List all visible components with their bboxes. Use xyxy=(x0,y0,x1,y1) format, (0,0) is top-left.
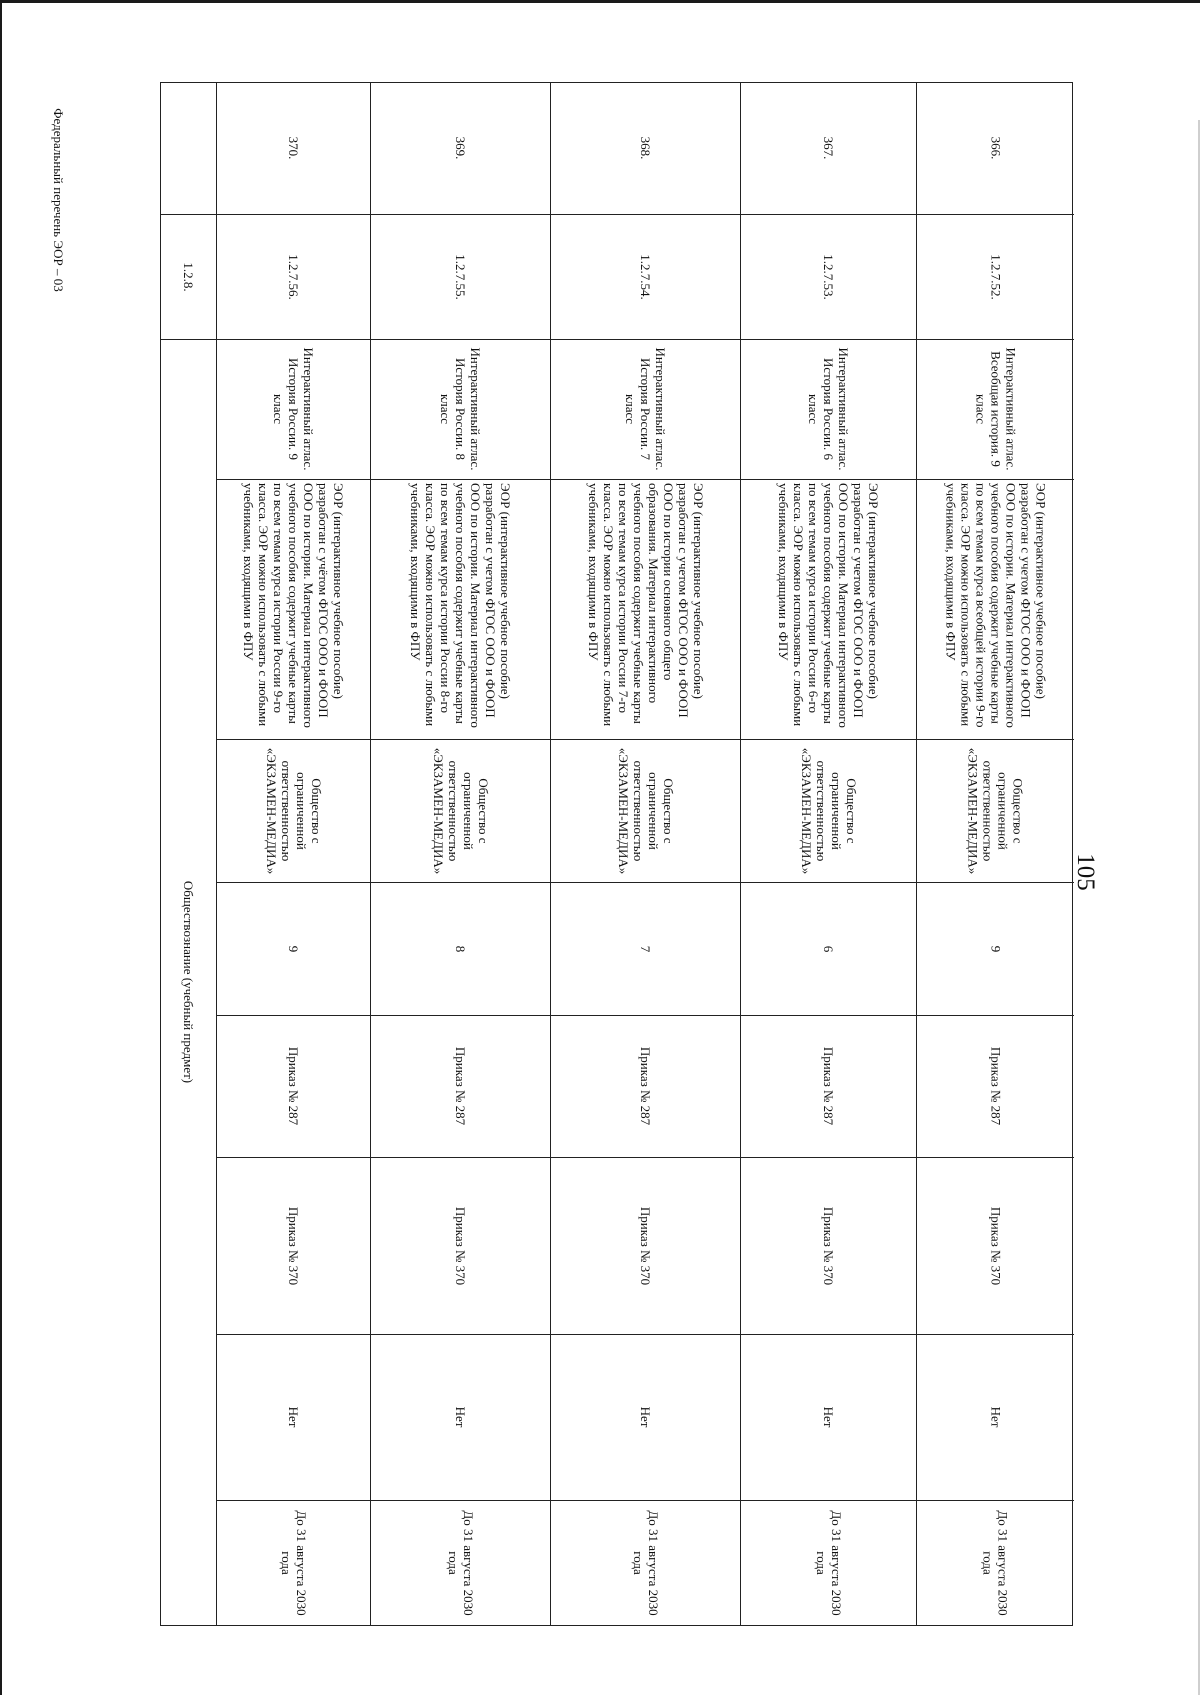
section-code-text: 1.2.8. xyxy=(181,261,197,292)
row-name-text: Интерактивный атлас. Всеобщая история. 9 класс xyxy=(973,347,1018,471)
row-code xyxy=(221,218,367,335)
row-flag xyxy=(555,1338,737,1496)
row-description xyxy=(555,483,737,735)
row-grade xyxy=(555,886,737,1011)
row-deadline-cell xyxy=(217,1500,371,1625)
row-order-287-cell xyxy=(917,1015,1074,1157)
table-row xyxy=(740,82,916,1625)
document-table xyxy=(160,82,1073,1625)
row-order-370-cell xyxy=(217,1157,371,1334)
row-name xyxy=(375,343,547,475)
row-description-cell xyxy=(371,479,551,739)
row-number-cell xyxy=(371,82,551,214)
section-number xyxy=(165,86,213,210)
row-code-text: 1.2.7.56. xyxy=(286,253,302,300)
row-deadline-cell xyxy=(551,1500,741,1625)
row-grade-cell xyxy=(371,882,551,1015)
row-description-cell xyxy=(217,479,371,739)
row-flag xyxy=(221,1338,367,1496)
row-organization xyxy=(221,743,367,878)
row-number-cell xyxy=(551,82,741,214)
row-number-cell xyxy=(741,82,917,214)
row-number xyxy=(745,86,913,210)
scan-edge-left xyxy=(0,0,2,1695)
row-organization-text: Общество с ограниченной ответственностью «ЭКЗАМЕН-МЕДИА» xyxy=(799,747,859,874)
row-order-287-text: Приказ № 287 xyxy=(638,1046,654,1126)
row-grade-text: 9 xyxy=(286,945,302,952)
row-order-370 xyxy=(745,1161,913,1330)
row-order-287 xyxy=(221,1019,367,1153)
row-number-text: 369. xyxy=(453,136,469,160)
row-grade-cell xyxy=(917,882,1074,1015)
row-deadline xyxy=(221,1504,367,1621)
row-deadline xyxy=(921,1504,1070,1621)
row-code-text: 1.2.7.55. xyxy=(453,253,469,300)
row-order-287-text: Приказ № 287 xyxy=(453,1046,469,1126)
row-description-text: ЭОР (интерактивное учебное пособие) разработан с учетом ФГОС ООО и ФООП ООО по истории основного общего образования. Материал интерактивного учебного пособия содержит учебные карты по всем темам курса истории России 7-го класса. ЭОР можно использовать с любыми учебниками, входящими в ФПУ xyxy=(586,483,706,727)
row-name-cell xyxy=(917,339,1074,479)
row-number-cell xyxy=(917,82,1074,214)
row-number-text: 368. xyxy=(638,136,654,160)
row-description xyxy=(375,483,547,735)
row-order-370 xyxy=(921,1161,1070,1330)
row-name-cell xyxy=(217,339,371,479)
row-description-cell xyxy=(551,479,741,739)
row-order-370 xyxy=(555,1161,737,1330)
row-flag-text: Нет xyxy=(453,1406,469,1428)
row-organization-cell xyxy=(371,739,551,882)
row-flag-text: Нет xyxy=(286,1406,302,1428)
row-flag-cell xyxy=(217,1334,371,1500)
row-flag-text: Нет xyxy=(638,1406,654,1428)
row-code xyxy=(555,218,737,335)
row-name xyxy=(555,343,737,475)
row-order-370-text: Приказ № 370 xyxy=(988,1206,1003,1285)
row-order-287 xyxy=(375,1019,547,1153)
row-deadline xyxy=(375,1504,547,1621)
row-number-text: 370. xyxy=(286,136,302,160)
row-description xyxy=(921,483,1070,735)
row-deadline-text: До 31 августа 2030 года xyxy=(814,1509,844,1616)
row-deadline-cell xyxy=(741,1500,917,1625)
row-organization-text: Общество с ограниченной ответственностью «ЭКЗАМЕН-МЕДИА» xyxy=(616,747,676,874)
row-order-287-cell xyxy=(551,1015,741,1157)
row-order-370-cell xyxy=(371,1157,551,1334)
row-description-text: ЭОР (интерактивное учебное пособие) разработан с учетом ФГОС ООО и ФООП ООО по истории. Материал интерактивного учебного пособия содержит учебные карты по всем темам курса всеобщей истории 9-го класса. ЭОР можно использовать с любыми учебниками, входящими в ФПУ xyxy=(943,483,1048,728)
row-order-287-text: Приказ № 287 xyxy=(988,1046,1003,1126)
row-grade-text: 6 xyxy=(821,945,837,952)
row-flag xyxy=(921,1338,1070,1496)
row-description-text: ЭОР (интерактивное учебное пособие) разработан с учётом ФГОС ООО и ФООП ООО по истории. Материал интерактивного учебного пособия содержит учебные карты по всем темам курса истории России 9-го класса. ЭОР можно использовать с любыми учебниками, входящими в ФПУ xyxy=(241,483,347,728)
row-organization-text: Общество с ограниченной ответственностью «ЭКЗАМЕН-МЕДИА» xyxy=(965,747,1026,874)
row-number-text: 366. xyxy=(988,136,1003,160)
row-code-cell xyxy=(217,214,371,339)
section-row xyxy=(160,82,216,1625)
row-grade-cell xyxy=(217,882,371,1015)
row-grade-text: 8 xyxy=(453,945,469,952)
row-flag-cell xyxy=(741,1334,917,1500)
row-name-text: Интерактивный атлас. История России. 9 класс xyxy=(271,347,317,471)
row-deadline xyxy=(745,1504,913,1621)
row-deadline-text: До 31 августа 2030 года xyxy=(279,1509,309,1616)
row-name-text: Интерактивный атлас. История России. 7 класс xyxy=(623,347,669,471)
row-order-370-text: Приказ № 370 xyxy=(821,1206,837,1285)
row-number xyxy=(221,86,367,210)
table-row xyxy=(916,82,1073,1625)
row-organization xyxy=(921,743,1070,878)
row-organization xyxy=(555,743,737,878)
row-name-cell xyxy=(741,339,917,479)
row-organization-cell xyxy=(551,739,741,882)
row-description-text: ЭОР (интерактивное учебное пособие) разработан с учетом ФГОС ООО и ФООП ООО по истории. Материал интерактивного учебного пособия содержит учебные карты по всем темам курса истории России 6-го класса. ЭОР можно использовать с любыми учебниками, входящими в ФПУ xyxy=(776,483,882,728)
row-code-text: 1.2.7.53. xyxy=(821,253,837,300)
row-code-cell xyxy=(371,214,551,339)
table-row xyxy=(216,82,370,1625)
row-organization-cell xyxy=(917,739,1074,882)
row-description-cell xyxy=(741,479,917,739)
section-title-cell xyxy=(161,339,217,1625)
row-grade-cell xyxy=(741,882,917,1015)
row-organization xyxy=(375,743,547,878)
row-name xyxy=(921,343,1070,475)
row-deadline-cell xyxy=(371,1500,551,1625)
row-order-287 xyxy=(921,1019,1070,1153)
section-number-cell xyxy=(161,82,217,214)
row-name-cell xyxy=(551,339,741,479)
row-description-cell xyxy=(917,479,1074,739)
row-grade xyxy=(745,886,913,1011)
section-code xyxy=(165,218,213,335)
row-code-text: 1.2.7.54. xyxy=(638,253,654,300)
row-order-370 xyxy=(375,1161,547,1330)
footer-note: Федеральный перечень ЭОР – 03 xyxy=(51,108,66,292)
row-organization-cell xyxy=(217,739,371,882)
row-description xyxy=(745,483,913,735)
row-deadline-text: До 31 августа 2030 года xyxy=(446,1509,476,1616)
row-number-cell xyxy=(217,82,371,214)
row-name xyxy=(221,343,367,475)
row-order-287-cell xyxy=(217,1015,371,1157)
row-code xyxy=(921,218,1070,335)
section-title xyxy=(165,343,213,1621)
row-code-text: 1.2.7.52. xyxy=(988,253,1003,300)
table-row xyxy=(370,82,550,1625)
row-order-370-text: Приказ № 370 xyxy=(286,1206,302,1285)
row-order-287-text: Приказ № 287 xyxy=(821,1046,837,1126)
row-name xyxy=(745,343,913,475)
row-order-287-text: Приказ № 287 xyxy=(286,1046,302,1126)
row-code xyxy=(375,218,547,335)
row-flag-cell xyxy=(551,1334,741,1500)
row-flag-text: Нет xyxy=(821,1406,837,1428)
page-number: 105 xyxy=(1072,853,1099,891)
scan-edge-top xyxy=(0,0,1200,3)
row-grade xyxy=(221,886,367,1011)
row-deadline-text: До 31 августа 2030 года xyxy=(631,1509,661,1616)
row-order-287-cell xyxy=(371,1015,551,1157)
row-order-370-text: Приказ № 370 xyxy=(638,1206,654,1285)
row-code-cell xyxy=(741,214,917,339)
row-order-370-cell xyxy=(741,1157,917,1334)
row-organization xyxy=(745,743,913,878)
row-organization-cell xyxy=(741,739,917,882)
row-deadline xyxy=(555,1504,737,1621)
row-organization-text: Общество с ограниченной ответственностью «ЭКЗАМЕН-МЕДИА» xyxy=(431,747,491,874)
table-bottom-edge xyxy=(160,1625,1073,1626)
row-description xyxy=(221,483,367,735)
row-number xyxy=(555,86,737,210)
row-order-370-cell xyxy=(551,1157,741,1334)
row-name-cell xyxy=(371,339,551,479)
row-flag-cell xyxy=(371,1334,551,1500)
row-code-cell xyxy=(551,214,741,339)
row-flag-cell xyxy=(917,1334,1074,1500)
row-order-370-cell xyxy=(917,1157,1074,1334)
row-number-text: 367. xyxy=(821,136,837,160)
row-flag xyxy=(745,1338,913,1496)
row-grade-cell xyxy=(551,882,741,1015)
row-grade xyxy=(375,886,547,1011)
row-order-287 xyxy=(555,1019,737,1153)
table-row xyxy=(550,82,740,1625)
row-number xyxy=(921,86,1070,210)
row-number xyxy=(375,86,547,210)
section-title-text: Обществознание (учебный предмет) xyxy=(181,880,197,1084)
row-code xyxy=(745,218,913,335)
row-order-287 xyxy=(745,1019,913,1153)
row-name-text: Интерактивный атлас. История России. 8 класс xyxy=(438,347,484,471)
row-organization-text: Общество с ограниченной ответственностью «ЭКЗАМЕН-МЕДИА» xyxy=(264,747,324,874)
row-grade-text: 7 xyxy=(638,945,654,952)
row-flag-text: Нет xyxy=(988,1406,1003,1428)
row-description-text: ЭОР (интерактивное учебное пособие) разработан с учетом ФГОС ООО и ФООП ООО по истории. Материал интерактивного учебного пособия содержит учебные карты по всем темам курса истории России 8-го класса. ЭОР можно использовать с любыми учебниками, входящими в ФПУ xyxy=(408,483,514,728)
row-code-cell xyxy=(917,214,1074,339)
row-flag xyxy=(375,1338,547,1496)
row-grade-text: 9 xyxy=(988,945,1003,952)
row-order-370-text: Приказ № 370 xyxy=(453,1206,469,1285)
row-name-text: Интерактивный атлас. История России. 6 класс xyxy=(806,347,852,471)
row-deadline-text: До 31 августа 2030 года xyxy=(980,1509,1011,1616)
row-grade xyxy=(921,886,1070,1011)
row-deadline-cell xyxy=(917,1500,1074,1625)
row-order-370 xyxy=(221,1161,367,1330)
section-code-cell xyxy=(161,214,217,339)
row-order-287-cell xyxy=(741,1015,917,1157)
